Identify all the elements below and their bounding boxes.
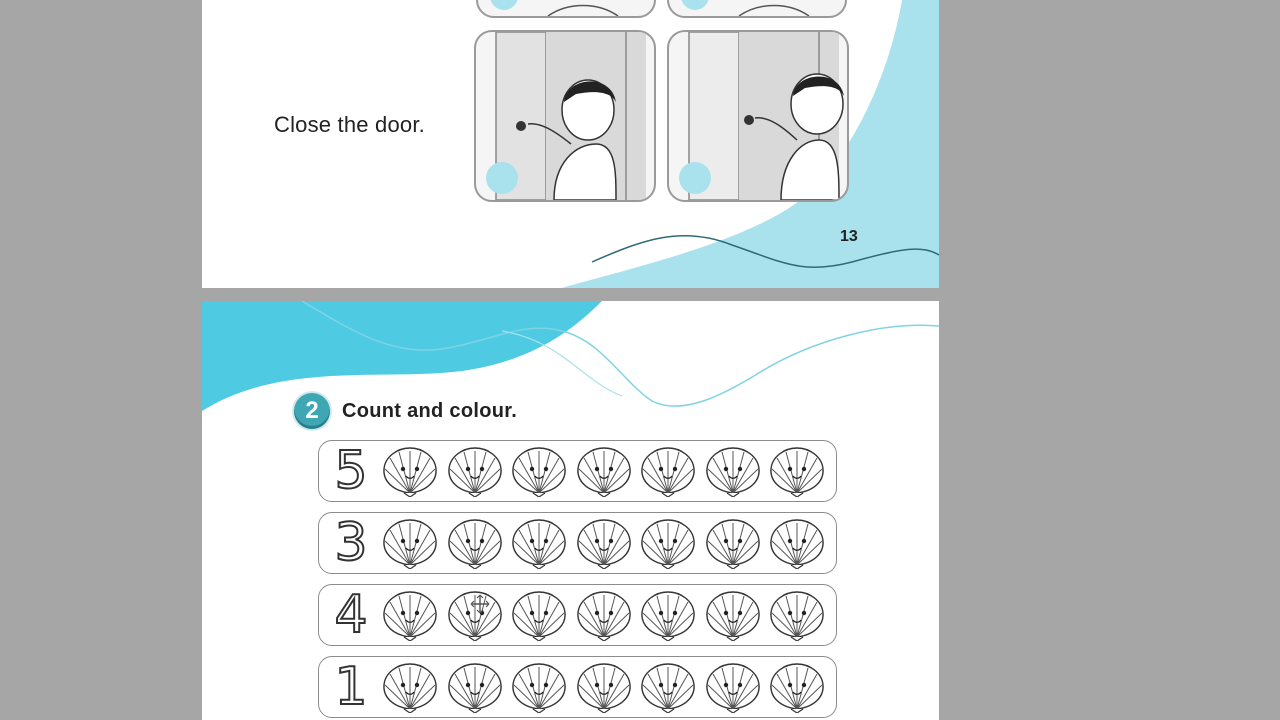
exercise-title: Count and colour. <box>342 400 518 422</box>
shell-icon[interactable] <box>768 445 826 502</box>
shell-icon[interactable] <box>575 445 633 502</box>
shell-icon[interactable] <box>381 589 439 646</box>
shell-icon[interactable] <box>704 517 762 574</box>
shell-icon[interactable] <box>446 517 504 574</box>
shell-icon[interactable] <box>768 589 826 646</box>
shell-icon[interactable] <box>704 589 762 646</box>
shell-icon[interactable] <box>510 517 568 574</box>
count-row <box>318 656 837 718</box>
count-row <box>318 440 837 502</box>
shell-icon[interactable] <box>381 517 439 574</box>
shell-icon[interactable] <box>381 661 439 718</box>
shell-icon[interactable] <box>639 589 697 646</box>
page-number: 13 <box>840 228 858 245</box>
shell-icon[interactable] <box>639 661 697 718</box>
row-number: 1 <box>334 657 368 717</box>
shell-icon[interactable] <box>510 589 568 646</box>
shell-icon[interactable] <box>704 661 762 718</box>
picture-close-door-a[interactable] <box>474 30 656 202</box>
row-number: 5 <box>334 441 368 501</box>
shell-icon[interactable] <box>639 445 697 502</box>
exercise-number-badge: 2 <box>294 393 330 429</box>
row-number: 3 <box>334 513 368 573</box>
shell-icon[interactable] <box>639 517 697 574</box>
shell-icon[interactable] <box>446 445 504 502</box>
count-row <box>318 584 837 646</box>
shell-icon[interactable] <box>510 661 568 718</box>
instruction-text: Close the door. <box>274 112 425 137</box>
shell-icon[interactable] <box>704 445 762 502</box>
count-row <box>318 512 837 574</box>
shell-icon[interactable] <box>510 445 568 502</box>
shell-icon[interactable] <box>446 661 504 718</box>
page-separator <box>202 288 939 301</box>
shell-icon[interactable] <box>768 661 826 718</box>
picture-close-door-b[interactable] <box>667 30 849 202</box>
picture-partial-right <box>667 0 847 18</box>
shell-icon[interactable] <box>768 517 826 574</box>
move-cursor-icon <box>470 594 490 614</box>
picture-partial-left <box>476 0 656 18</box>
shell-icon[interactable] <box>575 517 633 574</box>
shell-icon[interactable] <box>381 445 439 502</box>
row-number: 4 <box>334 585 368 645</box>
shell-icon[interactable] <box>575 589 633 646</box>
shell-icon[interactable] <box>575 661 633 718</box>
